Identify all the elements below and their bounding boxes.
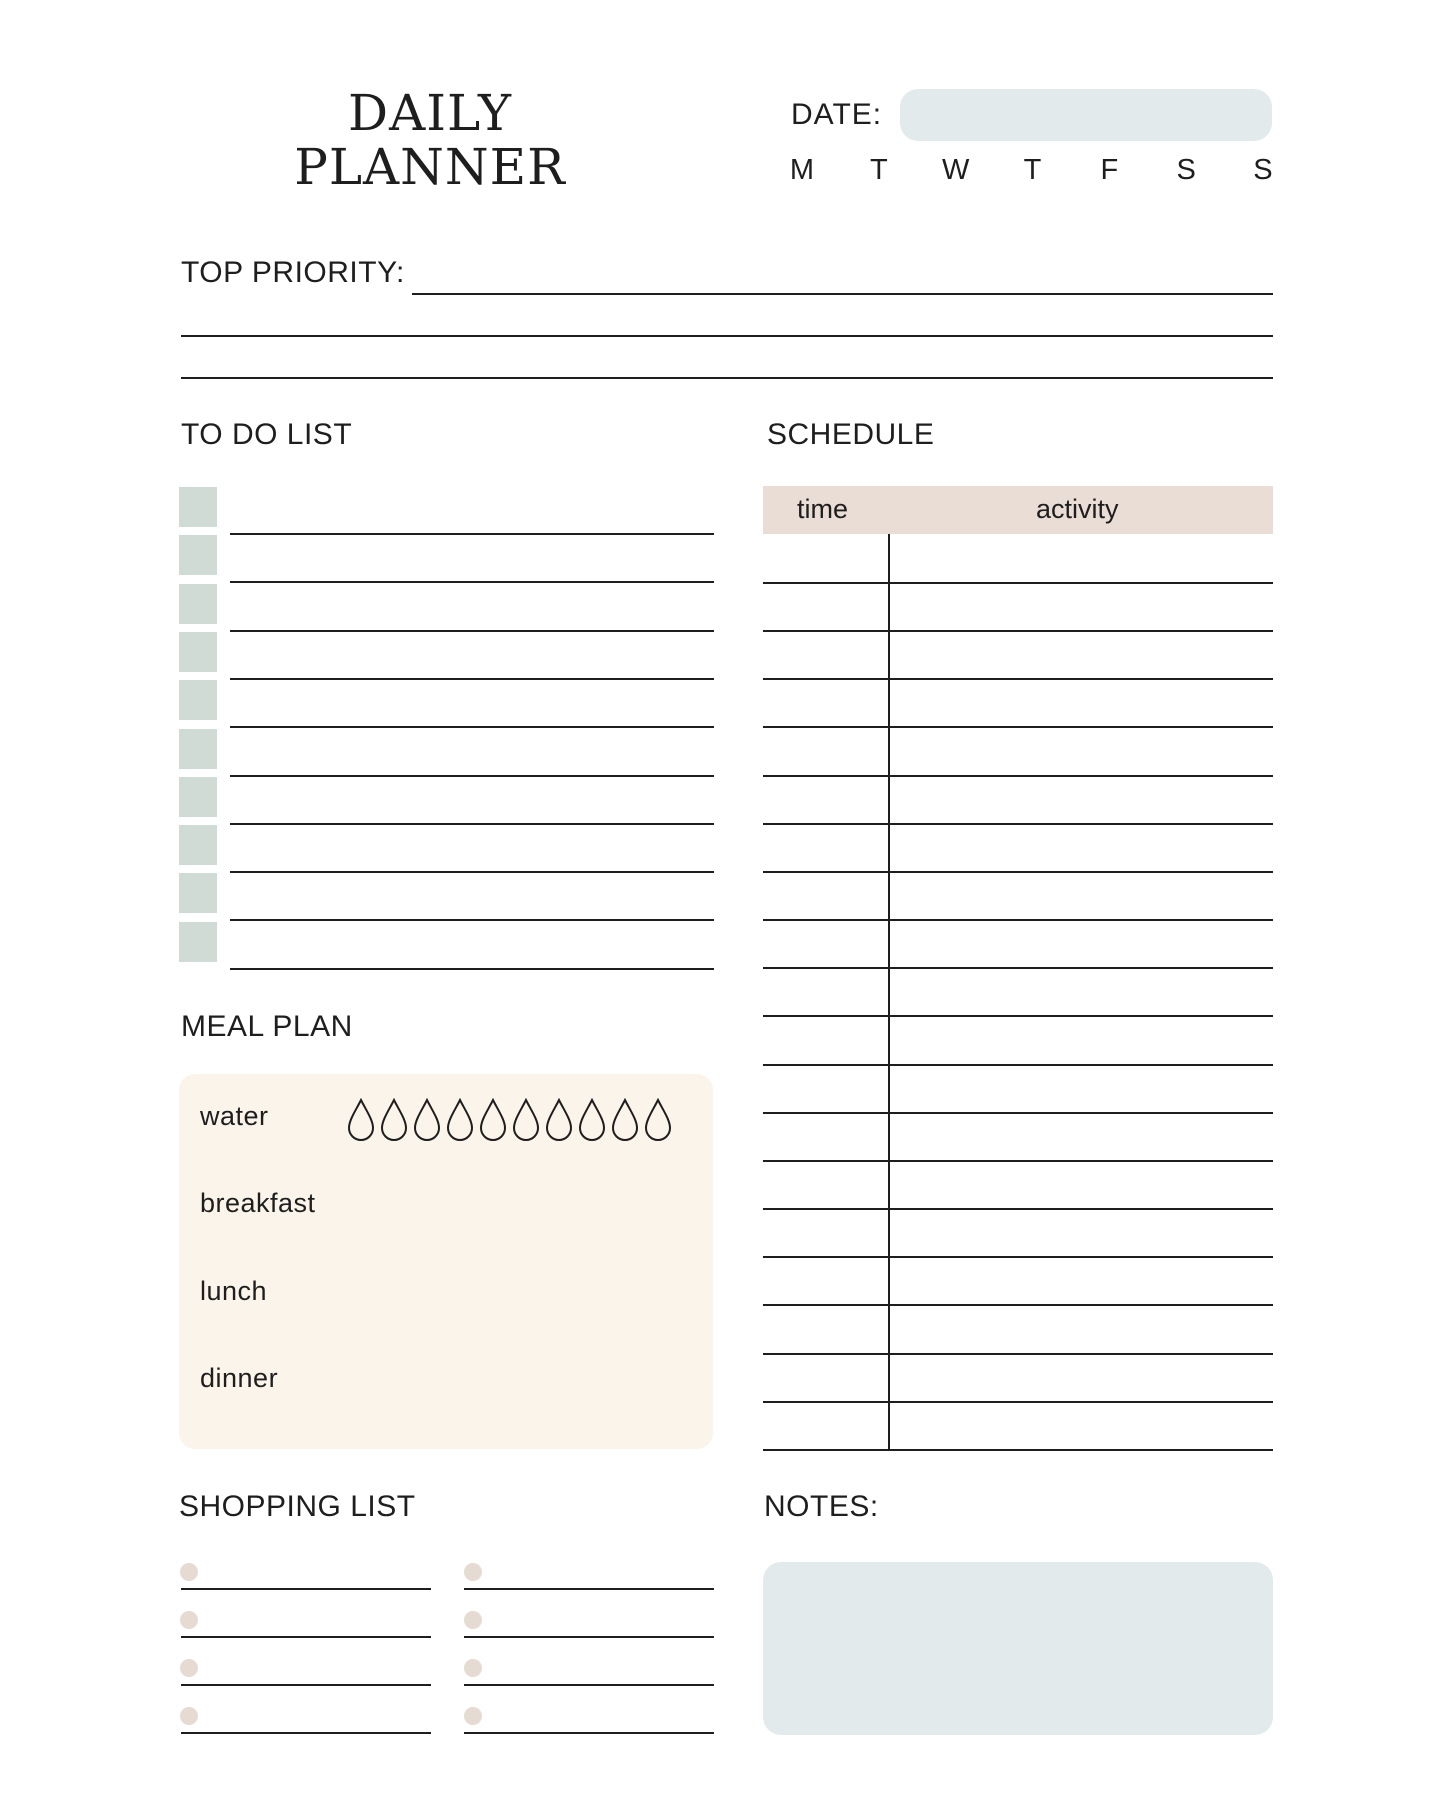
bullet-dot-icon — [464, 1707, 482, 1725]
todo-item-line[interactable] — [230, 581, 714, 583]
todo-checkbox[interactable] — [179, 487, 217, 527]
schedule-column-divider — [888, 534, 890, 1449]
water-drop-icon[interactable] — [611, 1098, 639, 1142]
shopping-list-title: SHOPPING LIST — [179, 1490, 416, 1523]
bullet-dot-icon — [180, 1707, 198, 1725]
todo-item-line[interactable] — [230, 630, 714, 632]
shopping-item-line[interactable] — [464, 1732, 714, 1734]
water-drop-icon[interactable] — [512, 1098, 540, 1142]
shopping-item-line[interactable] — [464, 1636, 714, 1638]
title-line-planner: PLANNER — [294, 138, 566, 196]
shopping-item-line[interactable] — [464, 1588, 714, 1590]
water-drop-icon[interactable] — [479, 1098, 507, 1142]
schedule-row-line[interactable] — [763, 823, 1273, 825]
day-thursday[interactable]: T — [1023, 154, 1042, 186]
todo-item-line[interactable] — [230, 919, 714, 921]
water-drop-icon[interactable] — [413, 1098, 441, 1142]
schedule-row-line[interactable] — [763, 775, 1273, 777]
weekday-selector — [780, 154, 1285, 187]
water-label: water — [200, 1101, 269, 1131]
todo-item-line[interactable] — [230, 775, 714, 777]
bullet-dot-icon — [180, 1659, 198, 1677]
top-priority-line-1[interactable] — [412, 293, 1273, 295]
todo-checkbox[interactable] — [179, 584, 217, 624]
date-label: DATE: — [791, 98, 883, 131]
todo-item-line[interactable] — [230, 871, 714, 873]
bullet-dot-icon — [464, 1611, 482, 1629]
breakfast-label: breakfast — [200, 1188, 316, 1218]
shopping-item-line[interactable] — [181, 1636, 431, 1638]
water-drop-icon[interactable] — [380, 1098, 408, 1142]
water-drop-icon[interactable] — [545, 1098, 573, 1142]
schedule-row-line[interactable] — [763, 1160, 1273, 1162]
top-priority-line-3[interactable] — [181, 377, 1273, 379]
schedule-row-line[interactable] — [763, 1015, 1273, 1017]
todo-checkbox[interactable] — [179, 922, 217, 962]
bullet-dot-icon — [464, 1563, 482, 1581]
schedule-row-line[interactable] — [763, 871, 1273, 873]
day-wednesday[interactable]: W — [941, 154, 970, 186]
todo-item-line[interactable] — [230, 968, 714, 970]
todo-checkbox[interactable] — [179, 632, 217, 672]
shopping-item-line[interactable] — [181, 1684, 431, 1686]
planner-title — [290, 86, 570, 194]
schedule-row-line[interactable] — [763, 1208, 1273, 1210]
schedule-row-line[interactable] — [763, 1112, 1273, 1114]
shopping-item-line[interactable] — [464, 1684, 714, 1686]
schedule-row-line[interactable] — [763, 1353, 1273, 1355]
date-field[interactable] — [900, 89, 1272, 141]
schedule-row-line[interactable] — [763, 919, 1273, 921]
water-drop-icon[interactable] — [347, 1098, 375, 1142]
notes-area[interactable] — [763, 1562, 1273, 1735]
bullet-dot-icon — [464, 1659, 482, 1677]
todo-title: TO DO LIST — [181, 418, 353, 451]
top-priority-line-2[interactable] — [181, 335, 1273, 337]
schedule-row-line[interactable] — [763, 582, 1273, 584]
schedule-row-line[interactable] — [763, 1304, 1273, 1306]
schedule-row-line[interactable] — [763, 967, 1273, 969]
water-drop-icon[interactable] — [446, 1098, 474, 1142]
lunch-label: lunch — [200, 1276, 268, 1306]
todo-checkbox[interactable] — [179, 729, 217, 769]
todo-checkbox[interactable] — [179, 680, 217, 720]
todo-item-line[interactable] — [230, 823, 714, 825]
todo-item-line[interactable] — [230, 678, 714, 680]
schedule-row-line[interactable] — [763, 726, 1273, 728]
dinner-label: dinner — [200, 1363, 279, 1393]
todo-item-line[interactable] — [230, 533, 714, 535]
bullet-dot-icon — [180, 1611, 198, 1629]
water-tracker — [347, 1098, 672, 1142]
top-priority-label: TOP PRIORITY: — [181, 256, 405, 289]
schedule-row-line[interactable] — [763, 678, 1273, 680]
schedule-row-line[interactable] — [763, 1401, 1273, 1403]
meal-plan-title: MEAL PLAN — [181, 1010, 353, 1043]
schedule-row-line[interactable] — [763, 1449, 1273, 1451]
todo-checkbox[interactable] — [179, 825, 217, 865]
day-monday[interactable]: M — [789, 154, 815, 186]
water-drop-icon[interactable] — [644, 1098, 672, 1142]
schedule-title: SCHEDULE — [767, 418, 935, 451]
day-saturday[interactable]: S — [1176, 154, 1196, 186]
schedule-col-time: time — [797, 494, 849, 524]
title-line-daily: DAILY — [348, 84, 512, 142]
todo-item-line[interactable] — [230, 726, 714, 728]
day-sunday[interactable]: S — [1253, 154, 1273, 186]
todo-checkbox[interactable] — [179, 873, 217, 913]
water-drop-icon[interactable] — [578, 1098, 606, 1142]
todo-checkbox[interactable] — [179, 777, 217, 817]
bullet-dot-icon — [180, 1563, 198, 1581]
shopping-item-line[interactable] — [181, 1588, 431, 1590]
schedule-row-line[interactable] — [763, 1256, 1273, 1258]
schedule-row-line[interactable] — [763, 630, 1273, 632]
todo-checkbox[interactable] — [179, 535, 217, 575]
day-friday[interactable]: F — [1100, 154, 1119, 186]
notes-title: NOTES: — [764, 1490, 879, 1523]
shopping-item-line[interactable] — [181, 1732, 431, 1734]
schedule-row-line[interactable] — [763, 1064, 1273, 1066]
schedule-header — [763, 486, 1273, 534]
schedule-col-activity: activity — [1036, 494, 1119, 524]
day-tuesday[interactable]: T — [869, 154, 888, 186]
